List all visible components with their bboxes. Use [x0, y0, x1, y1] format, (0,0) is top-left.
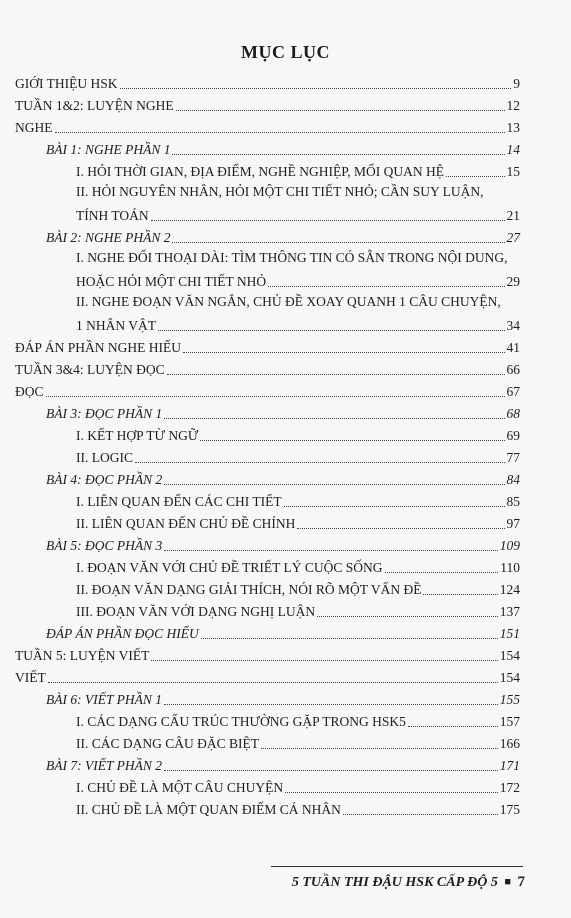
dot-leader — [172, 154, 504, 155]
dot-leader — [423, 594, 497, 595]
toc-entry — [15, 642, 520, 664]
toc-entry-page: 124 — [499, 582, 520, 597]
dot-leader — [164, 418, 504, 419]
dot-leader — [285, 792, 498, 793]
toc-entry — [76, 312, 520, 334]
toc-entry-page: 155 — [499, 692, 520, 707]
toc-entry-label: II. LOGIC — [76, 450, 133, 465]
dot-leader — [135, 462, 505, 463]
book-title: 5 TUẦN THI ĐẬU HSK CẤP ĐỘ 5 — [291, 875, 498, 890]
toc-entry-page: 175 — [499, 802, 520, 817]
toc-entry-page: 172 — [499, 780, 520, 795]
dot-leader — [120, 88, 512, 89]
dot-leader — [167, 374, 505, 375]
toc-entry — [46, 136, 520, 158]
toc-entry — [76, 598, 520, 620]
toc-entry-label: 1 NHÂN VẬT — [76, 318, 156, 333]
toc-entry-page: 157 — [499, 714, 520, 729]
dot-leader — [164, 704, 498, 705]
toc-entry — [76, 708, 520, 730]
toc-entry — [15, 664, 520, 686]
toc-entry-label: TÍNH TOÁN — [76, 208, 149, 223]
toc-entry-label: GIỚI THIỆU HSK — [15, 76, 118, 91]
square-separator-icon: ■ — [504, 876, 511, 888]
dot-leader — [164, 550, 498, 551]
toc-entry-label: ĐÁP ÁN PHẦN ĐỌC HIỂU — [46, 626, 199, 641]
toc-entry — [46, 224, 520, 246]
toc-entry — [76, 510, 520, 532]
toc-entry-label: NGHE — [15, 120, 53, 135]
footer-rule — [271, 866, 523, 867]
toc-entry-label: III. ĐOẠN VĂN VỚI DẠNG NGHỊ LUẬN — [76, 604, 316, 619]
dot-leader — [158, 330, 505, 331]
toc-entry-page: 68 — [506, 406, 520, 421]
dot-leader — [164, 484, 504, 485]
dot-leader — [317, 616, 498, 617]
toc-entry-label: II. CÁC DẠNG CÂU ĐẶC BIỆT — [76, 736, 259, 751]
toc-entry-label: II. ĐOẠN VĂN DẠNG GIẢI THÍCH, NÓI RÕ MỘT VẤN ĐỀ — [76, 582, 422, 597]
toc-entry — [46, 686, 520, 708]
dot-leader — [48, 682, 498, 683]
toc-entry-label: BÀI 3: ĐỌC PHẦN 1 — [46, 406, 163, 421]
toc-entry-label: BÀI 2: NGHE PHẦN 2 — [46, 230, 171, 245]
toc-entry — [76, 774, 520, 796]
toc-entry-page: 110 — [500, 560, 520, 575]
toc-entry-label: VIẾT — [15, 670, 46, 685]
dot-leader — [297, 528, 504, 529]
toc-entry-page: 166 — [499, 736, 520, 751]
toc-entry-page: 85 — [506, 494, 520, 509]
toc-entry-label: TUẦN 3&4: LUYỆN ĐỌC — [15, 362, 165, 377]
toc-entry — [15, 334, 520, 356]
toc-entry-page: 14 — [506, 142, 520, 157]
toc-entry-label: I. CHỦ ĐỀ LÀ MỘT CÂU CHUYỆN — [76, 780, 284, 795]
dot-leader — [261, 748, 498, 749]
dot-leader — [200, 440, 504, 441]
dot-leader — [408, 726, 498, 727]
toc-entry-page: 34 — [506, 318, 520, 333]
toc-entry-label: II. CHỦ ĐỀ LÀ MỘT QUAN ĐIỂM CÁ NHÂN — [76, 802, 341, 817]
toc-entry-page: 137 — [499, 604, 520, 619]
toc-entry-page: 29 — [506, 274, 520, 289]
toc-entry — [76, 576, 520, 598]
toc-entry-page: 151 — [499, 626, 520, 641]
toc-entry-label: II. LIÊN QUAN ĐẾN CHỦ ĐỀ CHÍNH — [76, 516, 296, 531]
toc-entry-page: 13 — [506, 120, 520, 135]
page-title: MỤC LỤC — [241, 42, 330, 62]
toc-entry — [76, 796, 520, 818]
toc-entry — [76, 488, 520, 510]
toc-entry-label: BÀI 7: VIẾT PHẦN 2 — [46, 758, 162, 773]
dot-leader — [151, 660, 497, 661]
toc-entry-label: I. HỎI THỜI GIAN, ĐỊA ĐIỂM, NGHỀ NGHIỆP, MỐI QUAN HỆ — [76, 164, 444, 179]
toc-entry-page: 27 — [506, 230, 520, 245]
dot-leader — [201, 638, 498, 639]
toc-entry-label: I. KẾT HỢP TỪ NGỮ — [76, 428, 199, 443]
dot-leader — [172, 242, 504, 243]
toc-entry — [46, 620, 520, 642]
toc-entry-label: I. ĐOẠN VĂN VỚI CHỦ ĐỀ TRIẾT LÝ CUỘC SỐNG — [76, 560, 383, 575]
toc-entry — [76, 158, 520, 180]
toc-entry-page: 69 — [506, 428, 520, 443]
toc-entry-label: I. CÁC DẠNG CẤU TRÚC THƯỜNG GẶP TRONG HSK5 — [76, 714, 406, 729]
toc-entry-page: 171 — [499, 758, 520, 773]
toc-entry-label: BÀI 6: VIẾT PHẦN 1 — [46, 692, 162, 707]
toc-entry-page: 109 — [499, 538, 520, 553]
toc-entry — [76, 202, 520, 224]
toc-entry-page: 77 — [506, 450, 520, 465]
dot-leader — [446, 176, 505, 177]
toc-entry — [46, 466, 520, 488]
toc-entry-page: 97 — [506, 516, 520, 531]
dot-leader — [183, 352, 505, 353]
toc-entry — [46, 752, 520, 774]
toc-entry-page: 21 — [506, 208, 520, 223]
toc-entry — [76, 554, 520, 576]
toc-entry-page: 154 — [499, 648, 520, 663]
toc-entry — [15, 92, 520, 114]
toc-entry-label-line1: I. NGHE ĐỐI THOẠI DÀI: TÌM THÔNG TIN CÓ SẴN TRONG NỘI DUNG, — [76, 250, 508, 265]
dot-leader — [385, 572, 499, 573]
toc-entry — [76, 444, 520, 466]
toc-entry-page: 154 — [499, 670, 520, 685]
toc-entry — [76, 730, 520, 752]
toc-entry — [46, 400, 520, 422]
toc-entry — [15, 70, 520, 92]
toc-entry — [15, 378, 520, 400]
toc-entry-label: I. LIÊN QUAN ĐẾN CÁC CHI TIẾT — [76, 494, 282, 509]
toc-entry-label: ĐỌC — [15, 384, 44, 399]
dot-leader — [284, 506, 505, 507]
toc-entry-label: TUẦN 1&2: LUYỆN NGHE — [15, 98, 174, 113]
toc-entry-page: 84 — [506, 472, 520, 487]
toc-entry — [76, 422, 520, 444]
toc-entry-label-line1: II. HỎI NGUYÊN NHÂN, HỎI MỘT CHI TIẾT NHỎ; CẦN SUY LUẬN, — [76, 184, 484, 199]
dot-leader — [164, 770, 498, 771]
toc-entry-label-line1: II. NGHE ĐOẠN VĂN NGẮN, CHỦ ĐỀ XOAY QUANH 1 CÂU CHUYỆN, — [76, 294, 501, 309]
toc-entry-page: 9 — [513, 76, 520, 91]
toc-entry-label: BÀI 4: ĐỌC PHẦN 2 — [46, 472, 163, 487]
dot-leader — [46, 396, 505, 397]
toc-entry — [15, 356, 520, 378]
toc-entry-label: ĐÁP ÁN PHẦN NGHE HIỂU — [15, 340, 181, 355]
dot-leader — [151, 220, 505, 221]
toc-entry-page: 66 — [506, 362, 520, 377]
page-footer — [292, 874, 525, 891]
page-number: 7 — [517, 874, 525, 890]
dot-leader — [55, 132, 505, 133]
dot-leader — [343, 814, 498, 815]
dot-leader — [176, 110, 505, 111]
toc-entry-label: BÀI 1: NGHE PHẦN 1 — [46, 142, 171, 157]
toc-entry — [76, 268, 520, 290]
toc-entry-page: 67 — [506, 384, 520, 399]
toc-entry — [15, 114, 520, 136]
toc-entry-label: BÀI 5: ĐỌC PHẦN 3 — [46, 538, 163, 553]
toc-entry-page: 12 — [506, 98, 520, 113]
toc-entry-label: HOẶC HỎI MỘT CHI TIẾT NHỎ — [76, 274, 267, 289]
toc-entry — [46, 532, 520, 554]
toc-entry-label: TUẦN 5: LUYỆN VIẾT — [15, 648, 150, 663]
toc-entry-page: 15 — [506, 164, 520, 179]
toc-entry-page: 41 — [506, 340, 520, 355]
dot-leader — [268, 286, 504, 287]
